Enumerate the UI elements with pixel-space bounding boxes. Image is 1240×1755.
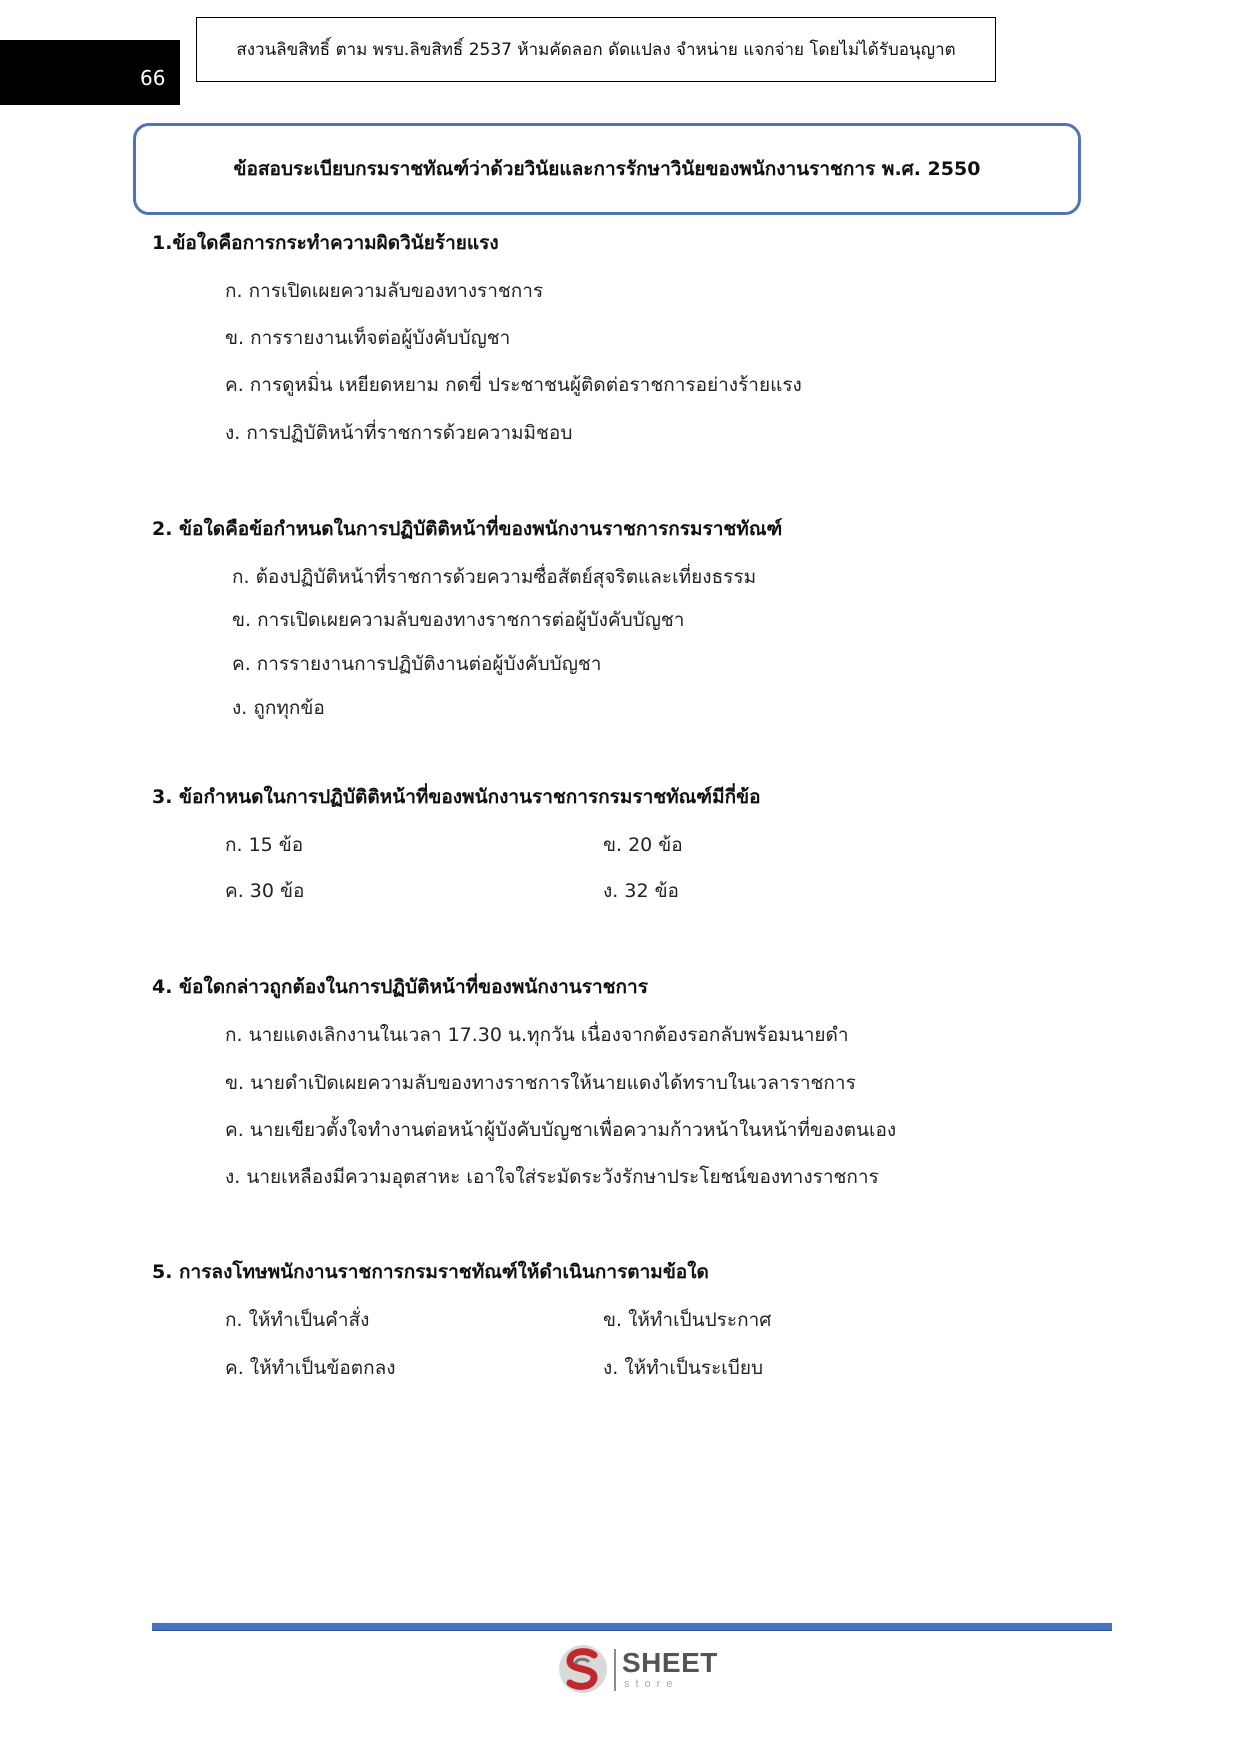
page-number-block <box>0 40 180 105</box>
footer-divider <box>152 1623 1112 1631</box>
page-number: 66 <box>140 66 166 90</box>
copyright-text: สงวนลิขสิทธิ์ ตาม พรบ.ลิขสิทธิ์ 2537 ห้ามคัดลอก ดัดแปลง จำหน่าย แจกจ่าย โดยไม่ได้รับอนุญาต <box>236 40 956 60</box>
q1-choice-d: ง. การปฏิบัติหน้าที่ราชการด้วยความมิชอบ <box>225 422 573 444</box>
q1-choice-b: ข. การรายงานเท็จต่อผู้บังคับบัญชา <box>225 327 511 349</box>
q2-choice-d: ง. ถูกทุกข้อ <box>232 697 325 719</box>
exam-title-box <box>133 123 1081 215</box>
exam-title: ข้อสอบระเบียบกรมราชทัณฑ์ว่าด้วยวินัยและการรักษาวินัยของพนักงานราชการ พ.ศ. 2550 <box>233 158 981 180</box>
q4-choice-a: ก. นายแดงเลิกงานในเวลา 17.30 น.ทุกวัน เนื่องจากต้องรอกลับพร้อมนายดำ <box>225 1024 849 1046</box>
q1-choice-c: ค. การดูหมิ่น เหยียดหยาม กดขี่ ประชาชนผู้ติดต่อราชการอย่างร้ายแรง <box>225 374 802 396</box>
q2-choice-a: ก. ต้องปฏิบัติหน้าที่ราชการด้วยความซื่อสัตย์สุจริตและเที่ยงธรรม <box>232 566 757 588</box>
question-5: 5. การลงโทษพนักงานราชการกรมราชทัณฑ์ให้ดำเนินการตามข้อใด <box>152 1261 709 1283</box>
q2-choice-b: ข. การเปิดเผยความลับของทางราชการต่อผู้บังคับบัญชา <box>232 609 685 631</box>
q3-choice-d: ง. 32 ข้อ <box>603 880 679 902</box>
logo-subtext: store <box>624 1678 679 1690</box>
q4-choice-d: ง. นายเหลืองมีความอุตสาหะ เอาใจใส่ระมัดระวังรักษาประโยชน์ของทางราชการ <box>225 1166 879 1188</box>
question-4: 4. ข้อใดกล่าวถูกต้องในการปฏิบัติหน้าที่ของพนักงานราชการ <box>152 976 648 998</box>
q5-choice-c: ค. ให้ทำเป็นข้อตกลง <box>225 1357 396 1379</box>
q3-choice-a: ก. 15 ข้อ <box>225 834 304 856</box>
question-3: 3. ข้อกำหนดในการปฏิบัติติหน้าที่ของพนักงานราชการกรมราชทัณฑ์มีกี่ข้อ <box>152 786 761 808</box>
q4-choice-c: ค. นายเขียวตั้งใจทำงานต่อหน้าผู้บังคับบัญชาเพื่อความก้าวหน้าในหน้าที่ของตนเอง <box>225 1119 897 1141</box>
logo-separator <box>614 1649 616 1691</box>
q5-choice-d: ง. ให้ทำเป็นระเบียบ <box>603 1357 764 1379</box>
copyright-notice <box>196 17 996 82</box>
q5-choice-b: ข. ให้ทำเป็นประกาศ <box>603 1309 772 1331</box>
question-2: 2. ข้อใดคือข้อกำหนดในการปฏิบัติติหน้าที่ของพนักงานราชการกรมราชทัณฑ์ <box>152 518 783 540</box>
question-1: 1.ข้อใดคือการกระทำความผิดวินัยร้ายแรง <box>152 232 499 254</box>
sheet-store-s-logo-icon <box>558 1643 608 1695</box>
q2-choice-c: ค. การรายงานการปฏิบัติงานต่อผู้บังคับบัญชา <box>232 653 602 675</box>
q3-choice-c: ค. 30 ข้อ <box>225 880 305 902</box>
q4-choice-b: ข. นายดำเปิดเผยความลับของทางราชการให้นายแดงได้ทราบในเวลาราชการ <box>225 1072 856 1094</box>
logo-wordmark: SHEET <box>622 1647 718 1678</box>
q5-choice-a: ก. ให้ทำเป็นคำสั่ง <box>225 1309 370 1331</box>
q3-choice-b: ข. 20 ข้อ <box>603 834 683 856</box>
sheet-store-logo <box>558 1643 728 1695</box>
q1-choice-a: ก. การเปิดเผยความลับของทางราชการ <box>225 280 544 302</box>
